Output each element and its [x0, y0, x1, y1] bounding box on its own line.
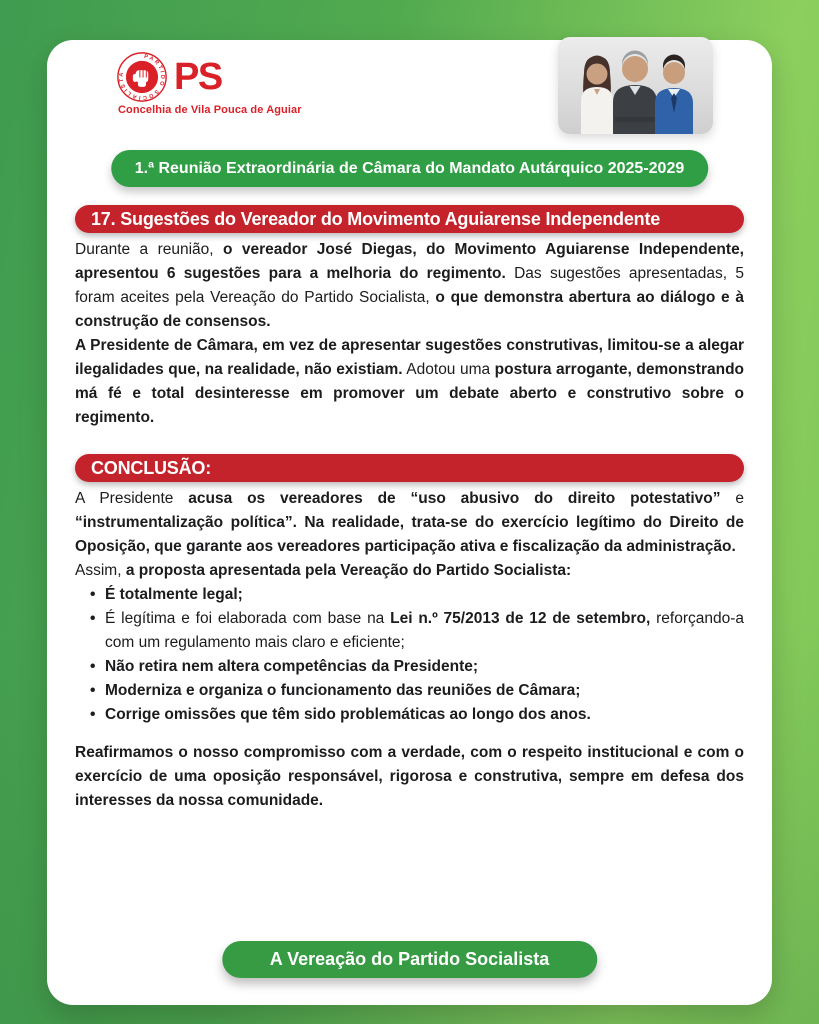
conclusion-banner: CONCLUSÃO: [75, 454, 744, 482]
bullet-list [75, 583, 744, 727]
section-title-banner: 17. Sugestões do Vereador do Movimento Aguiarense Independente [75, 205, 744, 233]
bullet-item: • Corrige omissões que têm sido problemáticas ao longo dos anos. [75, 703, 744, 727]
bullet-item: • Não retira nem altera competências da Presidente; [75, 655, 744, 679]
brand-block [117, 52, 222, 102]
closing-paragraph: Reafirmamos o nosso compromisso com a verdade, com o respeito institucional e com o exercício de uma oposição responsável, rigorosa e construtiva, sempre em defesa dos interesses da nossa comunidade. [75, 744, 744, 809]
paragraph-conclusion: A Presidente acusa os vereadores de “uso abusivo do direito potestativo” e “instrumentalização política”. Na realidade, trata-se do exercício legítimo do Direito de Oposição, que garante aos vereadores participação ativa e fiscalização da administração. [75, 490, 744, 555]
paragraph-president: A Presidente de Câmara, em vez de apresentar sugestões construtivas, limitou-se a alegar ilegalidades que, na realidade, não existiam. Adotou uma postura arrogante, demonstrando má fé e total desinteresse em promover um debate aberto e construtivo sobre o regimento. [75, 337, 745, 426]
footer-signature-pill: A Vereação do Partido Socialista [222, 941, 597, 978]
bullet-item: • Moderniza e organiza o funcionamento das reuniões de Câmara; [75, 679, 744, 703]
ps-wordmark: PS [174, 56, 222, 98]
brand-subtitle: Concelhia de Vila Pouca de Aguiar [118, 104, 302, 116]
bullet-item: • É legítima e foi elaborada com base na Lei n.º 75/2013 de 12 de setembro, reforçando-a com um regulamento mais claro e eficiente; [75, 607, 744, 655]
flyer-card [47, 40, 772, 1005]
flyer-content [75, 205, 744, 813]
paragraph-assim: Assim, a proposta apresentada pela Vereação do Partido Socialista: [75, 562, 572, 579]
paragraph-suggestions: Durante a reunião, o vereador José Diegas, do Movimento Aguiarense Independente, apresentou 6 sugestões para a melhoria do regimento. Das sugestões apresentadas, 5 foram aceites pela Vereação do Partido Socialista, o que demonstra abertura ao diálogo e à construção de consensos. [75, 241, 744, 330]
bullet-item: • É totalmente legal; [75, 583, 744, 607]
team-photo [558, 37, 713, 134]
ps-fist-logo-icon [117, 52, 167, 102]
three-people-portrait-icon [558, 37, 713, 134]
logo-ring-text: PARTIDO SOCIALISTA [118, 53, 166, 101]
meeting-title-banner: 1.ª Reunião Extraordinária de Câmara do Mandato Autárquico 2025-2029 [111, 150, 709, 187]
